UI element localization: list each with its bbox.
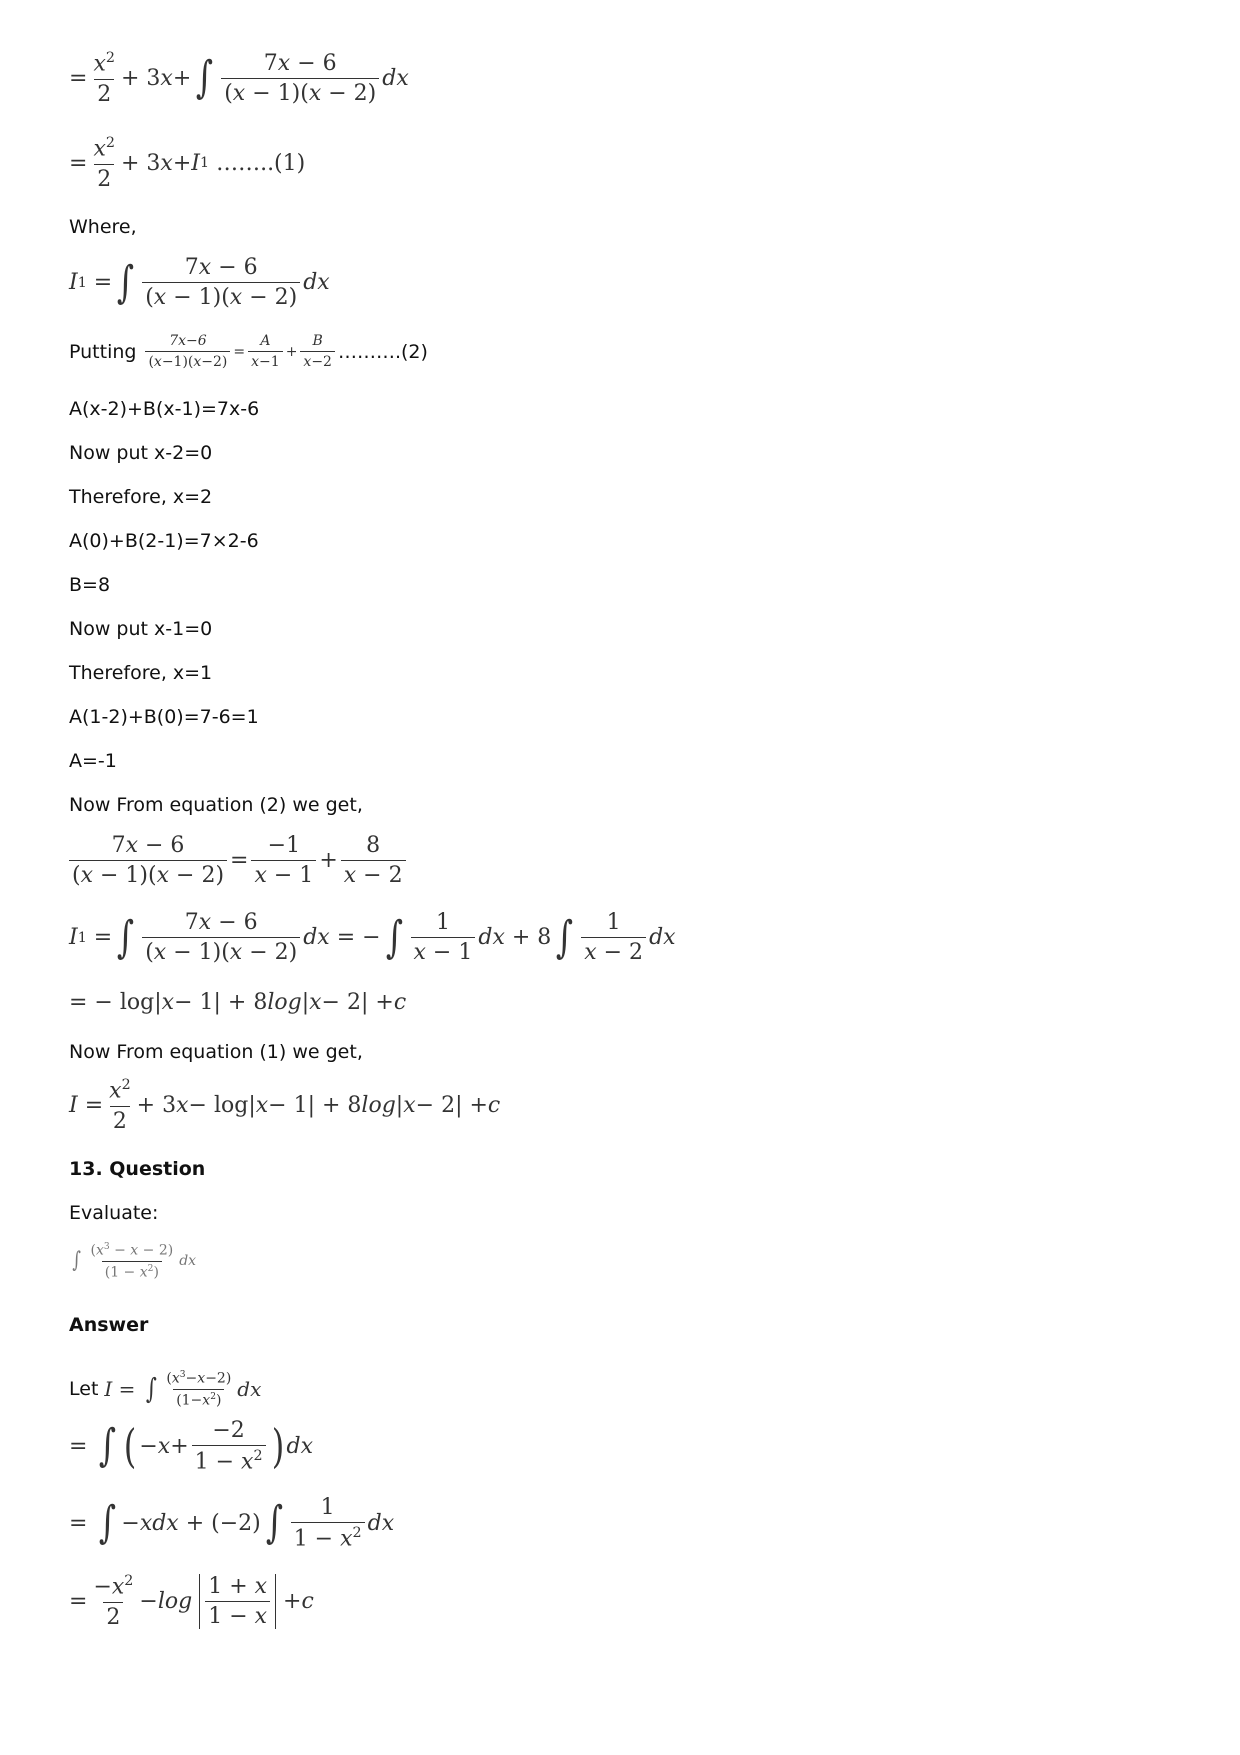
let-text: Let bbox=[69, 1378, 99, 1401]
equation-partial-fractions: $\frac{7x - 6}{(x - 1)(x - 2)}$ = $\frac{-1}{x - 1}$ + $\frac{8}{x - 2}$ bbox=[69, 833, 409, 889]
equation-answer-1: = ∫ ( − x + $\frac{-2}{1 - x^2}$ ) dx bbox=[69, 1418, 314, 1475]
equation-3: I 1 = ∫ $\frac{7x - 6}{(x - 1)(x - 2)}$ dx bbox=[69, 255, 330, 311]
equation-log-result: = − log| x − 1| + 8 log | x − 2| + c bbox=[69, 990, 407, 1015]
line-a: A(x-2)+B(x-1)=7x-6 bbox=[69, 398, 260, 420]
line-d: A(0)+B(2-1)=7×2-6 bbox=[69, 530, 259, 552]
putting-equation: $\frac{7x-6}{(x-1)(x-2)}$ = $\frac{A}{x-1}$ + $\frac{B}{x-2}$ bbox=[142, 333, 338, 370]
putting-suffix: ……….(2) bbox=[337, 340, 428, 363]
question-integral: ∫ $\frac{(x^3 - x - 2)}{(1 - x^2)}$ dx bbox=[72, 1242, 197, 1281]
putting-line bbox=[69, 333, 428, 370]
question-heading: 13. Question bbox=[69, 1158, 206, 1180]
equation-1: = $\frac{x^2}{2}$ + 3 x + ∫ $\frac{7x - 6}{(x - 1)(x - 2)}$ dx bbox=[69, 50, 409, 107]
putting-prefix: Putting bbox=[69, 340, 137, 363]
line-e: B=8 bbox=[69, 574, 111, 596]
line-j: Now From equation (2) we get, bbox=[69, 794, 363, 816]
equation-answer-3: = $\frac{-x^2}{2}$ − log $\frac{1 + x}{1 - x}$ + c bbox=[69, 1573, 314, 1630]
line-c: Therefore, x=2 bbox=[69, 486, 213, 508]
equation-2: = $\frac{x^2}{2}$ + 3 x + I 1 ……..(1) bbox=[69, 135, 306, 192]
line-f: Now put x-1=0 bbox=[69, 618, 213, 640]
let-equation: I = ∫ $\frac{(x^3-x-2)}{(1-x^2)}$ dx bbox=[104, 1370, 262, 1409]
line-i: A=-1 bbox=[69, 750, 117, 772]
line-k: Now From equation (1) we get, bbox=[69, 1041, 363, 1063]
equation-i1-split: I 1 = ∫ $\frac{7x - 6}{(x - 1)(x - 2)}$ dx = − ∫ $\frac{1}{x - 1}$ dx + 8 ∫ $\frac{1}{x - 2}$ dx bbox=[69, 910, 676, 966]
let-line bbox=[69, 1370, 261, 1409]
equation-answer-2: = ∫ − xdx + (−2) ∫ $\frac{1}{1 - x^2}$ dx bbox=[69, 1495, 395, 1552]
line-h: A(1-2)+B(0)=7-6=1 bbox=[69, 706, 259, 728]
evaluate-text: Evaluate: bbox=[69, 1202, 159, 1224]
answer-heading: Answer bbox=[69, 1314, 149, 1336]
equation-final: I = $\frac{x^2}{2}$ + 3 x − log| x − 1| + 8 log | x − 2| + c bbox=[69, 1077, 501, 1134]
line-g: Therefore, x=1 bbox=[69, 662, 213, 684]
where-text: Where, bbox=[69, 216, 137, 238]
line-b: Now put x-2=0 bbox=[69, 442, 213, 464]
